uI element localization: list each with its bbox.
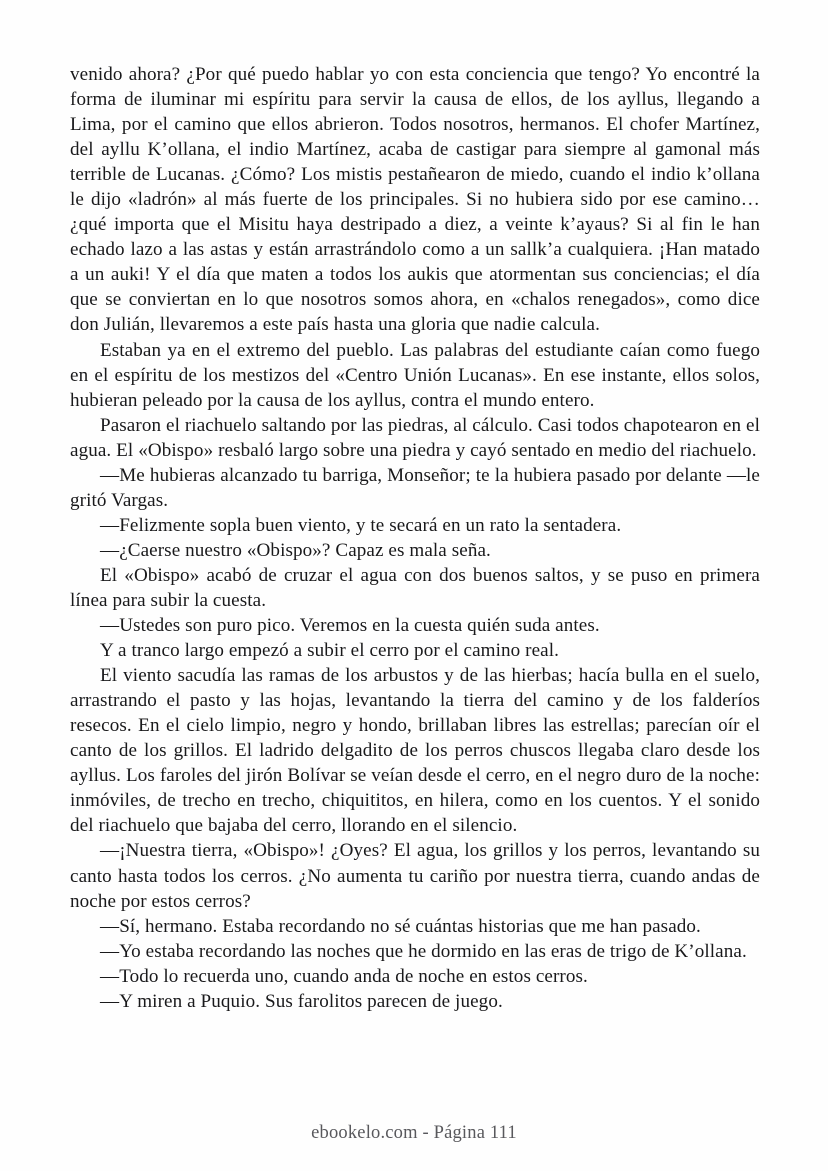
- paragraph: Y a tranco largo empezó a subir el cerro por el camino real.: [100, 640, 560, 662]
- paragraph: —Me hubieras alcanzado tu barriga, Monseñor; te la hubiera pasado por delante —le gritó Vargas.: [70, 464, 760, 511]
- paragraph: Estaban ya en el extremo del pueblo. Las palabras del estudiante caían como fuego en el espíritu de los mestizos del «Centro Unión Lucanas». En ese instante, ellos solos, hubieran peleado por la causa de los ayllus, contra el mundo entero.: [70, 339, 760, 411]
- paragraph: —Yo estaba recordando las noches que he dormido en las eras de trigo de K’ollana.: [100, 940, 747, 962]
- paragraph: El viento sacudía las ramas de los arbustos y de las hierbas; hacía bulla en el suelo, arrastrando el pasto y las hojas, levantando la tierra del camino y de los falderíos resecos. En el cielo limpio, negro y hondo, brillaban libres las estrellas; parecían oír el canto de los grillos. El ladrido delgadito de los perros chuscos llegaba claro desde los ayllus. Los faroles del jirón Bolívar se veían desde el cerro, en el negro duro de la noche: inmóviles, de trecho en trecho, chiquititos, en hilera, como en los cuentos. Y el sonido del riachuelo que bajaba del cerro, llorando en el silencio.: [70, 665, 760, 837]
- page-footer: ebookelo.com - Página 111: [311, 1123, 517, 1143]
- paragraph: —Felizmente sopla buen viento, y te secará en un rato la sentadera.: [100, 514, 622, 536]
- paragraph: —Todo lo recuerda uno, cuando anda de noche en estos cerros.: [100, 965, 588, 987]
- paragraph: El «Obispo» acabó de cruzar el agua con dos buenos saltos, y se puso en primera línea para subir la cuesta.: [70, 564, 760, 611]
- paragraph: —Ustedes son puro pico. Veremos en la cuesta quién suda antes.: [100, 615, 600, 637]
- paragraph: —¿Caerse nuestro «Obispo»? Capaz es mala seña.: [100, 539, 491, 561]
- paragraph: —Sí, hermano. Estaba recordando no sé cuántas historias que me han pasado.: [100, 915, 701, 937]
- paragraph: —Y miren a Puquio. Sus farolitos parecen de juego.: [100, 990, 503, 1012]
- paragraph: —¡Nuestra tierra, «Obispo»! ¿Oyes? El agua, los grillos y los perros, levantando su canto hasta todos los cerros. ¿No aumenta tu cariño por nuestra tierra, cuando andas de noche por estos cerros?: [70, 840, 760, 912]
- body-text-column: [70, 62, 760, 1014]
- paragraph: venido ahora? ¿Por qué puedo hablar yo con esta conciencia que tengo? Yo encontré la forma de iluminar mi espíritu para servir la causa de ellos, de los ayllus, llegando a Lima, por el camino que ellos abrieron. Todos nosotros, hermanos. El chofer Martínez, del ayllu K’ollana, el indio Martínez, acaba de castigar para siempre al gamonal más terrible de Lucanas. ¿Cómo? Los mistis pestañearon de miedo, cuando el indio k’ollana le dijo «ladrón» al más fuerte de los principales. Si no hubiera sido por ese camino… ¿qué importa que el Misitu haya destripado a diez, a veinte k’ayaus? Si al fin le han echado lazo a las astas y están arrastrándolo como a un sallk’a cualquiera. ¡Han matado a un auki! Y el día que maten a todos los aukis que atormentan sus conciencias; el día que se conviertan en lo que nosotros somos ahora, en «chalos renegados», como dice don Julián, llevaremos a este país hasta una gloria que nadie calcula.: [70, 64, 760, 336]
- paragraph: Pasaron el riachuelo saltando por las piedras, al cálculo. Casi todos chapotearon en el agua. El «Obispo» resbaló largo sobre una piedra y cayó sentado en medio del riachuelo.: [70, 414, 760, 461]
